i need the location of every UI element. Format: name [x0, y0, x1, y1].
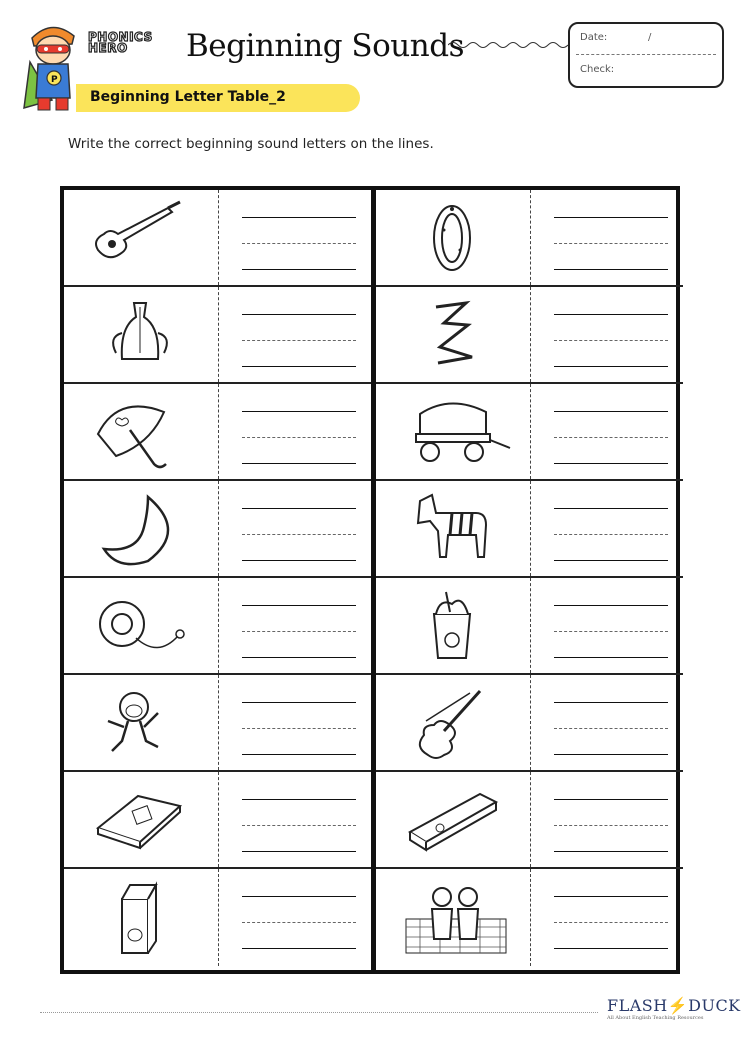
dashed-guide-line	[242, 534, 356, 535]
solid-writing-line	[554, 314, 668, 315]
date-check-box	[568, 22, 724, 88]
check-label: Check:	[580, 64, 615, 75]
vase-icon	[88, 297, 200, 373]
svg-text:P: P	[51, 75, 58, 85]
o-ring-icon	[400, 200, 512, 276]
solid-writing-line	[242, 366, 356, 367]
worksheet-table	[60, 186, 680, 974]
solid-writing-line	[242, 411, 356, 412]
solid-writing-line	[554, 948, 668, 949]
dashed-guide-line	[554, 825, 668, 826]
picture-area	[64, 675, 219, 770]
dashed-guide-line	[554, 728, 668, 729]
solid-writing-line	[554, 896, 668, 897]
picture-area	[376, 675, 531, 770]
guitar-icon	[88, 200, 200, 276]
date-slash: /	[648, 32, 652, 43]
worksheet-cell	[376, 772, 683, 869]
solid-writing-line	[242, 948, 356, 949]
brand-logo	[88, 32, 153, 54]
logo-tagline: All About English Teaching Resources	[607, 1015, 704, 1021]
worksheet-cell	[64, 287, 371, 384]
solid-writing-line	[242, 605, 356, 606]
volleyball-players-icon	[400, 879, 512, 955]
picture-area	[64, 481, 219, 576]
picture-area	[376, 578, 531, 673]
solid-writing-line	[554, 851, 668, 852]
worksheet-cell	[376, 384, 683, 481]
dashed-guide-line	[242, 825, 356, 826]
picture-area	[376, 190, 531, 285]
squiggle-divider-icon	[448, 40, 568, 50]
picture-area	[64, 287, 219, 382]
worksheet-cell	[64, 675, 371, 772]
solid-writing-line	[554, 657, 668, 658]
worksheet-cell	[64, 772, 371, 869]
dashed-guide-line	[554, 922, 668, 923]
writing-lines[interactable]	[554, 190, 668, 285]
logo-right: DUCK	[688, 996, 741, 1015]
flashduck-logo	[607, 996, 741, 1021]
picture-area	[64, 772, 219, 867]
writing-lines[interactable]	[554, 869, 668, 966]
dashed-guide-line	[242, 922, 356, 923]
solid-writing-line	[554, 508, 668, 509]
footer-divider	[40, 1012, 598, 1013]
solid-writing-line	[242, 799, 356, 800]
dashed-guide-line	[554, 534, 668, 535]
instructions: Write the correct beginning sound letters on the lines.	[68, 136, 434, 152]
writing-lines[interactable]	[242, 578, 356, 673]
writing-lines[interactable]	[242, 384, 356, 479]
worksheet-cell	[64, 578, 371, 675]
picture-area	[64, 384, 219, 479]
zebra-icon	[400, 491, 512, 567]
picture-area	[376, 384, 531, 479]
solid-writing-line	[242, 463, 356, 464]
solid-writing-line	[242, 851, 356, 852]
writing-lines[interactable]	[242, 190, 356, 285]
worksheet-cell	[64, 190, 371, 287]
writing-lines[interactable]	[242, 481, 356, 576]
picture-area	[376, 481, 531, 576]
dashed-guide-line	[242, 243, 356, 244]
worksheet-cell	[376, 481, 683, 578]
subtitle-banner	[76, 84, 360, 112]
worksheet-cell	[376, 869, 683, 966]
yo-yo-icon	[88, 588, 200, 664]
writing-lines[interactable]	[242, 675, 356, 770]
writing-lines[interactable]	[554, 481, 668, 576]
date-label: Date:	[580, 32, 608, 43]
dashed-guide-line	[554, 631, 668, 632]
writing-lines[interactable]	[554, 287, 668, 382]
dashed-guide-line	[554, 437, 668, 438]
picture-area	[64, 869, 219, 966]
violin-icon	[400, 685, 512, 761]
solid-writing-line	[554, 217, 668, 218]
dashed-guide-line	[242, 437, 356, 438]
worksheet-cell	[376, 190, 683, 287]
worksheet-cell	[64, 869, 371, 966]
solid-writing-line	[242, 896, 356, 897]
worksheet-cell	[376, 578, 683, 675]
solid-writing-line	[554, 754, 668, 755]
solid-writing-line	[554, 463, 668, 464]
picture-area	[376, 287, 531, 382]
page-title: Beginning Sounds	[186, 28, 464, 64]
solid-writing-line	[554, 366, 668, 367]
writing-lines[interactable]	[242, 772, 356, 867]
eraser-icon	[400, 782, 512, 858]
dashed-guide-line	[242, 631, 356, 632]
dashed-guide-line	[242, 728, 356, 729]
solid-writing-line	[554, 269, 668, 270]
writing-lines[interactable]	[554, 384, 668, 479]
solid-writing-line	[554, 799, 668, 800]
writing-lines[interactable]	[554, 772, 668, 867]
solid-writing-line	[554, 702, 668, 703]
brand-line2: HERO	[88, 41, 128, 55]
dashed-guide-line	[554, 243, 668, 244]
solid-writing-line	[242, 657, 356, 658]
worksheet-cell	[64, 384, 371, 481]
picture-area	[376, 869, 531, 966]
solid-writing-line	[242, 754, 356, 755]
subtitle-text: Beginning Letter Table_2	[90, 89, 286, 105]
solid-writing-line	[242, 269, 356, 270]
writing-lines[interactable]	[554, 675, 668, 770]
bolt-icon: ⚡	[667, 996, 689, 1015]
date-separator	[576, 54, 716, 55]
wagon-icon	[400, 394, 512, 470]
worksheet-cell	[376, 675, 683, 772]
milk-carton-icon	[88, 879, 200, 955]
box-icon	[88, 782, 200, 858]
picture-area	[64, 190, 219, 285]
picture-area	[64, 578, 219, 673]
solid-writing-line	[242, 314, 356, 315]
writing-lines[interactable]	[554, 578, 668, 673]
zigzag-icon	[400, 297, 512, 373]
solid-writing-line	[242, 702, 356, 703]
solid-writing-line	[554, 560, 668, 561]
picture-area	[376, 772, 531, 867]
yogurt-icon	[400, 588, 512, 664]
umbrella-icon	[88, 394, 200, 470]
solid-writing-line	[242, 217, 356, 218]
writing-lines[interactable]	[242, 869, 356, 966]
mascot-hero-icon	[22, 20, 84, 112]
worksheet-cell	[64, 481, 371, 578]
solid-writing-line	[554, 411, 668, 412]
writing-lines[interactable]	[242, 287, 356, 382]
dashed-guide-line	[242, 340, 356, 341]
dashed-guide-line	[554, 340, 668, 341]
solid-writing-line	[242, 508, 356, 509]
moon-icon	[88, 491, 200, 567]
monkey-icon	[88, 685, 200, 761]
logo-left: FLASH	[607, 996, 668, 1015]
solid-writing-line	[242, 560, 356, 561]
solid-writing-line	[554, 605, 668, 606]
worksheet-cell	[376, 287, 683, 384]
brand-line1: PHONICS	[88, 30, 153, 44]
